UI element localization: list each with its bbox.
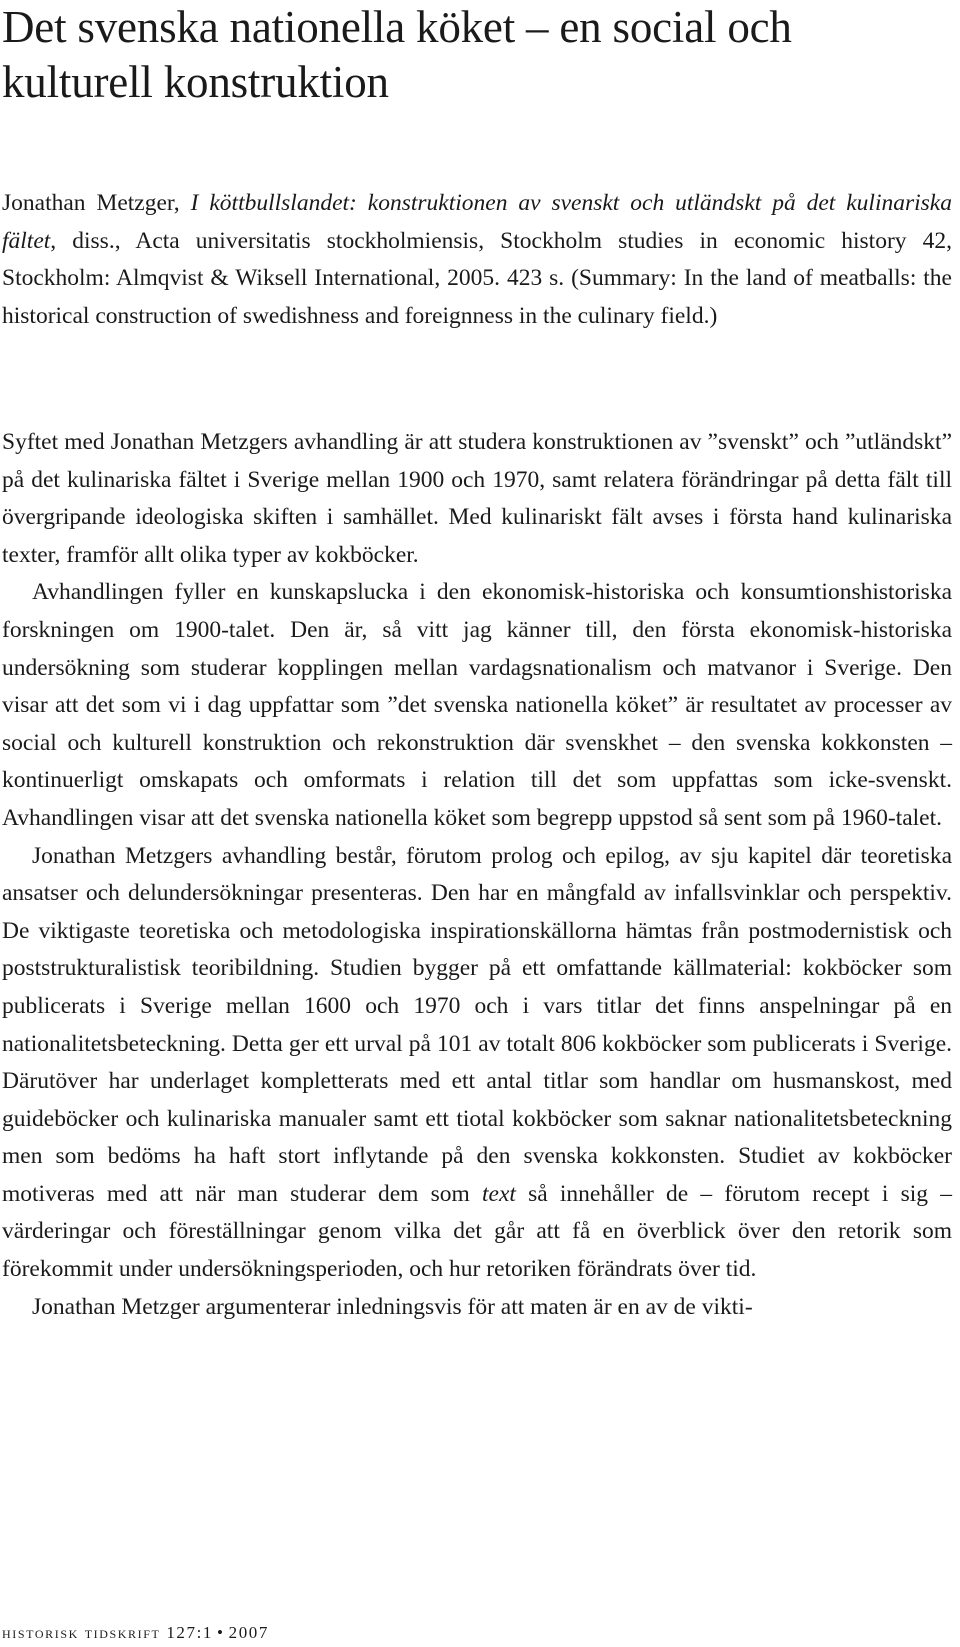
reviewed-author: Jonathan Metzger, — [2, 190, 191, 216]
paragraph-3-part-1: Jonathan Metzgers avhandling består, förutom prolog och epilog, av sju kapitel där teoretiska ansatser och delundersökningar presenteras. Den har en mångfald av infallsvinklar och perspektiv. De viktigaste teoretiska och metodologiska inspirationskällorna hämtas från postmodernistisk och poststrukturalistisk teoribildning. Studien bygger på ett omfattande källmaterial: kokböcker som publicerats i Sverige mellan 1600 och 1970 och i vars titlar det finns anspelningar på en nationalitetsbeteckning. Detta ger ett urval på 101 av totalt 806 kokböcker som publicerats i Sverige. Därutöver har underlaget kompletterats med ett antal titlar som handlar om husmanskost, med guideböcker och kulinariska manualer samt ett tiotal kokböcker som saknar nationalitetsbeteckning men som bedöms ha haft stort inflytande på den svenska kokkonsten. Studiet av kokböcker motiveras med att när man studerar dem som — [2, 842, 952, 1207]
article-title: Det svenska nationella köket – en social och kulturell konstruktion — [2, 2, 792, 107]
paragraph-2: Avhandlingen fyller en kunskapslucka i den ekonomisk-historiska och konsumtionshistoriska forskningen om 1900-talet. Den är, så vitt jag känner till, den första ekonomisk-historiska undersökning som studerar kopplingen mellan vardagsnationalism och matvanor i Sverige. Den visar att det som vi i dag uppfattar som ”det svenska nationella köket” är resultatet av processer av social och kulturell konstruktion och rekonstruktion där svenskhet – den svenska kokkonsten – kontinuerligt omskapats och omformats i relation till det som uppfattas som icke-svenskt. Avhandlingen visar att det svenska nationella köket som begrepp uppstod så sent som på 1960-talet. — [2, 579, 952, 831]
paragraph-1: Syftet med Jonathan Metzgers avhandling är att studera konstruktionen av ”svenskt” och ”utländskt” på det kulinariska fältet i Sverige mellan 1900 och 1970, samt relatera förändringar på detta fält till övergripande ideologiska skiften i samhället. Med kulinariskt fält avses i första hand kulinariska texter, framför allt olika typer av kokböcker. — [2, 429, 952, 568]
bibliographic-reference — [2, 185, 952, 335]
publication-year: 2007 — [228, 1623, 270, 1642]
running-footer — [2, 1623, 269, 1643]
issue-number: 127:1 — [166, 1623, 214, 1642]
paragraph-4: Jonathan Metzger argumenterar inledningsvis för att maten är en av de vikti- — [32, 1293, 753, 1320]
emphasized-word: text — [482, 1180, 516, 1207]
paragraph-3-part-2: så innehåller de – förutom recept i sig – värderingar och föreställningar genom vilka det går att få en överblick över den retorik som förekommit under undersökningsperioden, och hur retoriken förändrats över tid. — [2, 1180, 952, 1283]
journal-name: historisk tidskrift — [2, 1623, 161, 1642]
paragraph-3 — [2, 838, 952, 1289]
publication-details: , diss., Acta universitatis stockholmiensis, Stockholm studies in economic history 42, Stockholm: Almqvist & Wiksell International, 2005. 423 s. (Summary: In the land of meatballs: the historical construction of swedishness and foreignness in the culinary field.) — [2, 227, 952, 329]
article-body — [2, 424, 952, 1326]
footer-separator: • — [217, 1623, 225, 1642]
reviewed-book-title: I köttbullslandet: konstruktionen av svenskt och utländskt på det kulinariska fältet — [2, 190, 952, 254]
